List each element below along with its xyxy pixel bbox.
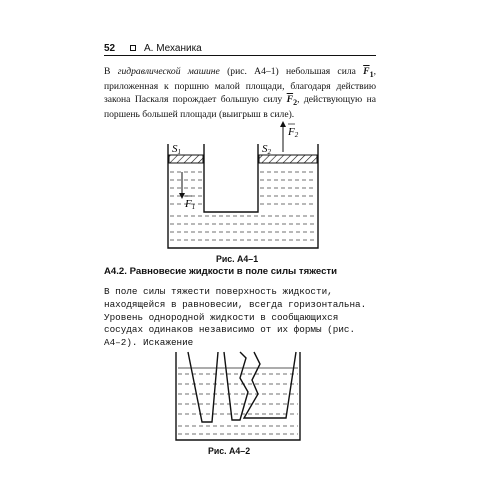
figure1-caption: Рис. А4–1 [216, 254, 259, 264]
vessels-outline [176, 352, 300, 440]
para1-text-2: (рис. А4–1) небольшая сила [219, 66, 364, 77]
label-s1: S1 [172, 143, 181, 156]
section-title: А. Механика [144, 43, 202, 54]
vessels-liquid-dashes [178, 374, 298, 434]
force-f2-symbol: $\overline{F}$ [286, 93, 294, 105]
label-f2: F2 [288, 126, 299, 139]
term-hydraulic-machine: гидравлической машине [117, 66, 220, 77]
para1-text-3: , приложенная к поршню малой площади, благодаря действию закона Паскаля порождает большую силу [104, 66, 376, 105]
page-number: 52 [104, 43, 116, 54]
section-heading: А4.2. Равновесие жидкости в поле силы тяжести [104, 266, 338, 277]
para1-text-1: В [104, 66, 118, 77]
force-f2-subscript: 2 [293, 97, 298, 107]
label-f1: F1 [185, 198, 196, 211]
label-s2: S2 [262, 143, 271, 156]
paragraph-liquid-equilibrium: В поле силы тяжести поверхность жидкости, находящейся в равновесии, всегда горизонтальна. Уровень однородной жидкости в сообщающихся сосудах одинаков независимо от их формы (рис. А4–2). Искажение [104, 286, 367, 349]
para1-text-4: , действующую на поршень большей площади (выигрыш в силе). [104, 93, 376, 121]
force-f1-symbol: $\overline{F}$ [363, 66, 370, 77]
figure2-caption: Рис. А4–2 [208, 446, 251, 456]
force-f1-subscript: 1 [369, 69, 374, 79]
